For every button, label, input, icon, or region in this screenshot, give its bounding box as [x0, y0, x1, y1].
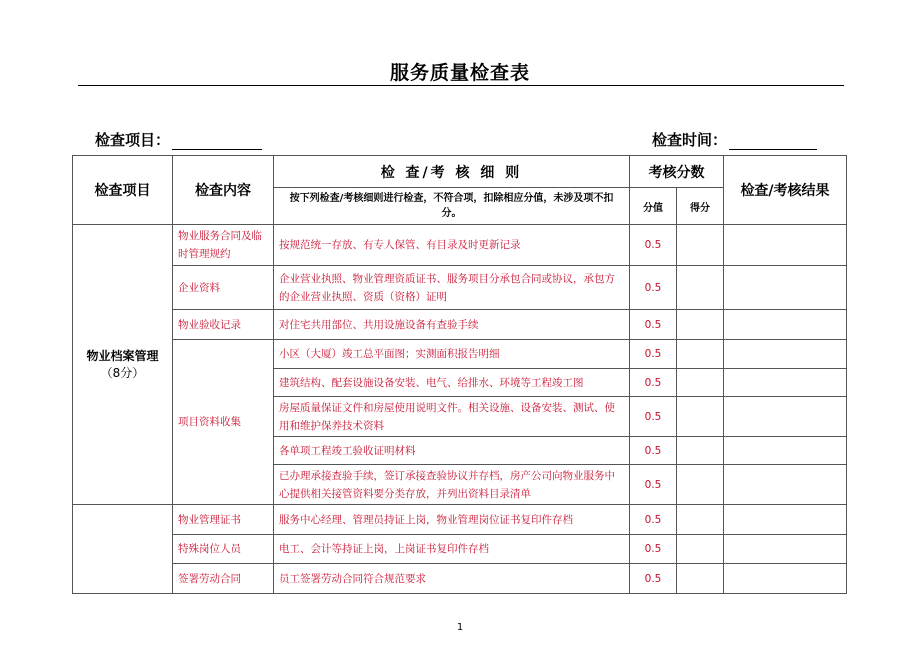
item-label: 项目资料收集: [173, 340, 274, 505]
result-cell[interactable]: [724, 266, 847, 310]
score-value: 0.5: [630, 397, 677, 437]
quality-check-table: [72, 155, 847, 594]
score-value: 0.5: [630, 437, 677, 465]
got-score-cell[interactable]: [677, 505, 724, 535]
score-value: 0.5: [630, 564, 677, 594]
section-name: 物业档案管理: [86, 348, 159, 363]
got-score-cell[interactable]: [677, 397, 724, 437]
header-score: 分值: [630, 188, 677, 225]
got-score-cell[interactable]: [677, 437, 724, 465]
rule-text: 服务中心经理、管理员持证上岗，物业管理岗位证书复印件存档: [274, 505, 630, 535]
rule-text: 已办理承接查验手续，签订承接查验协议并存档，房产公司向物业服务中心提供相关接管资料要分类存放，并列出资料目录清单: [274, 465, 630, 505]
rule-text: 员工签署劳动合同符合规范要求: [274, 564, 630, 594]
rule-text: 企业营业执照、物业管理资质证书、服务项目分承包合同或协议，承包方的企业营业执照、资质（资格）证明: [274, 266, 630, 310]
header-score-group: 考核分数: [630, 156, 724, 188]
score-value: 0.5: [630, 310, 677, 340]
got-score-cell[interactable]: [677, 369, 724, 397]
result-cell[interactable]: [724, 437, 847, 465]
header-rules-note: 按下列检查/考核细则进行检查，不符合项，扣除相应分值，未涉及项不扣分。: [274, 188, 630, 225]
result-cell[interactable]: [724, 369, 847, 397]
score-value: 0.5: [630, 266, 677, 310]
header-content: 检查内容: [173, 156, 274, 225]
rule-text: 房屋质量保证文件和房屋使用说明文件。相关设施、设备安装、测试、使用和维护保养技术资料: [274, 397, 630, 437]
rule-text: 建筑结构、配套设施设备安装、电气、给排水、环境等工程竣工图: [274, 369, 630, 397]
got-score-cell[interactable]: [677, 266, 724, 310]
inspection-project-label: 检查项目：: [95, 131, 171, 149]
item-label: 物业服务合同及临时管理规约: [173, 225, 274, 266]
rule-text: 按规范统一存放、有专人保管、有目录及时更新记录: [274, 225, 630, 266]
section-points: （8分）: [100, 365, 145, 380]
item-label: 特殊岗位人员: [173, 535, 274, 564]
item-label: 物业验收记录: [173, 310, 274, 340]
result-cell[interactable]: [724, 564, 847, 594]
header-result: 检查/考核结果: [724, 156, 847, 225]
item-label: 签署劳动合同: [173, 564, 274, 594]
page-number: 1: [456, 622, 464, 633]
result-cell[interactable]: [724, 225, 847, 266]
result-cell[interactable]: [724, 505, 847, 535]
rule-text: 对住宅共用部位、共用设施设备有查验手续: [274, 310, 630, 340]
header-rules: 检 查/考 核 细 则: [274, 156, 630, 188]
score-value: 0.5: [630, 340, 677, 369]
header-project: 检查项目: [73, 156, 173, 225]
inspection-project-blank[interactable]: [172, 133, 262, 150]
item-label: 企业资料: [173, 266, 274, 310]
item-label: 物业管理证书: [173, 505, 274, 535]
rule-text: 各单项工程竣工验收证明材料: [274, 437, 630, 465]
score-value: 0.5: [630, 535, 677, 564]
title-rule: [78, 85, 844, 86]
got-score-cell[interactable]: [677, 225, 724, 266]
score-value: 0.5: [630, 465, 677, 505]
score-value: 0.5: [630, 505, 677, 535]
result-cell[interactable]: [724, 310, 847, 340]
score-value: 0.5: [630, 369, 677, 397]
inspection-time-label: 检查时间：: [652, 131, 728, 149]
page-title: 服务质量检查表: [389, 62, 530, 84]
rule-text: 小区（大厦）竣工总平面图；实测面积报告明细: [274, 340, 630, 369]
section-archive-management: [73, 225, 173, 505]
got-score-cell[interactable]: [677, 340, 724, 369]
result-cell[interactable]: [724, 465, 847, 505]
got-score-cell[interactable]: [677, 465, 724, 505]
inspection-project-field: [95, 129, 262, 150]
rule-text: 电工、会计等持证上岗，上岗证书复印件存档: [274, 535, 630, 564]
got-score-cell[interactable]: [677, 564, 724, 594]
result-cell[interactable]: [724, 535, 847, 564]
got-score-cell[interactable]: [677, 535, 724, 564]
result-cell[interactable]: [724, 397, 847, 437]
result-cell[interactable]: [724, 340, 847, 369]
inspection-time-blank[interactable]: [729, 133, 817, 150]
inspection-time-field: [652, 129, 817, 150]
got-score-cell[interactable]: [677, 310, 724, 340]
section-empty: [73, 505, 173, 594]
header-got: 得分: [677, 188, 724, 225]
score-value: 0.5: [630, 225, 677, 266]
